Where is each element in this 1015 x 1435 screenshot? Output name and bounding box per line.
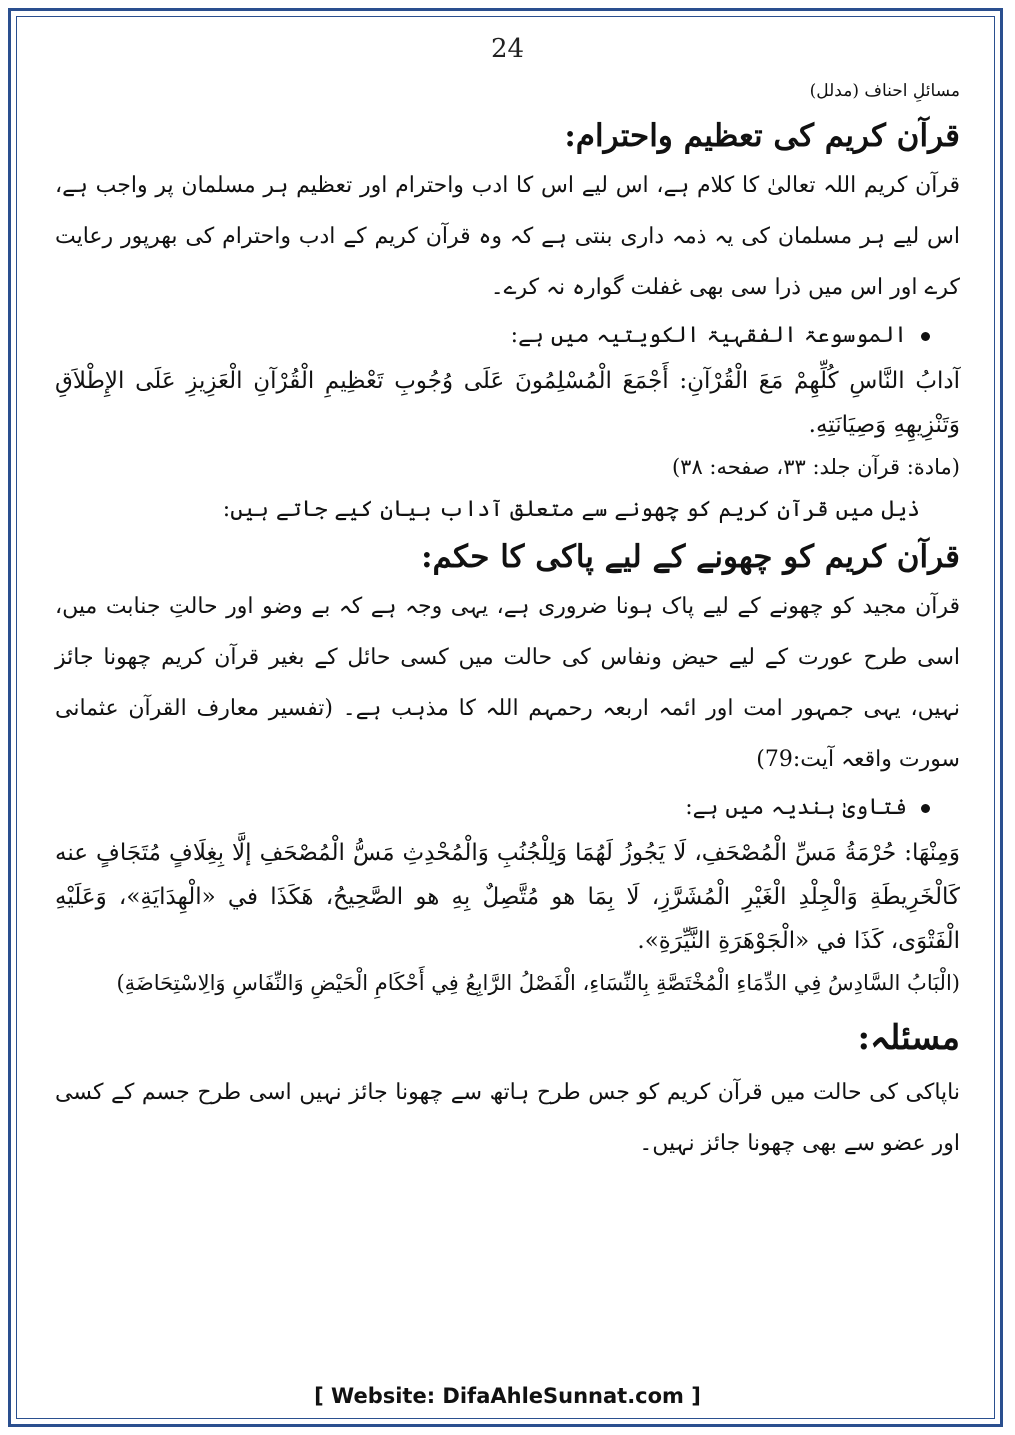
masala-paragraph: ناپاکی کی حالت میں قرآن کریم کو جس طرح ہاتھ سے چھونا جائز نہیں اسی طرح جسم کے کسی اور عضو سے بھی چھونا جائز نہیں۔ (55, 1080, 960, 1156)
intro-line: ذیل میں قرآن کریم کو چھونے سے متعلق آداب بیان کیے جاتے ہیں: (222, 497, 920, 522)
book-title-label: مسائلِ احناف (مدلل) (809, 81, 960, 101)
bullet-text: فتاویٰ ہندیہ میں ہے: (685, 795, 907, 820)
masala-heading: مسئلہ: (857, 1018, 960, 1058)
bullet-hindiya (55, 785, 930, 831)
section-heading-respect: قرآن کریم کی تعظیم واحترام: (564, 118, 960, 154)
bullet-dot-icon (921, 332, 930, 341)
bullet-mawsuah (55, 313, 930, 359)
arabic-quote-mawsuah: آدابُ النَّاسِ كُلِّهِمْ مَعَ الْقُرْآنِ: أَجْمَعَ الْمُسْلِمُونَ عَلَى وُجُوبِ تَعْظِيمِ الْقُرْآنِ الْعَزِيزِ عَلَى الإِطْلاَقِ وَتَنْزِيهِهِ وَصِيَانَتِهِ. (55, 368, 960, 438)
paragraph-purity: قرآن مجید کو چھونے کے لیے پاک ہونا ضروری ہے، یہی وجہ ہے کہ بے وضو اور حالتِ جنابت میں، اسی طرح عورت کے لیے حیض ونفاس کی حالت میں کسی حائل کے بغیر قرآن کریم چھونا جائز نہیں، یہی جمہور امت اور ائمہ اربعہ رحمہم اللہ کا مذہب ہے۔ (تفسیر معارف القرآن عثمانی سورت واقعہ آیت:79) (55, 594, 960, 772)
footer-website: [ Website: DifaAhleSunnat.com ] (314, 1384, 701, 1408)
reference-hindiya: (الْبَابُ السَّادِسُ فِي الدِّمَاءِ الْمُخْتَصَّةِ بِالنِّسَاءِ، الْفَصْلُ الرَّابِعُ فِي أَحْكَامِ الْحَيْضِ وَالنِّفَاسِ وَالِاسْتِحَاضَةِ) (116, 971, 960, 995)
page-number: 24 (490, 34, 525, 64)
bullet-text: الموسوعۃ الفقہیۃ الکویتیہ میں ہے: (510, 323, 907, 348)
page-content (55, 78, 960, 1169)
reference-mawsuah: (مادة: قرآن جلد: ۳۳، صفحه: ۳۸) (671, 455, 960, 479)
section-heading-purity: قرآن کریم کو چھونے کے لیے پاکی کا حکم: (421, 539, 960, 575)
arabic-quote-hindiya: وَمِنْهَا: حُرْمَةُ مَسِّ الْمُصْحَفِ، لَا يَجُوزُ لَهُمَا وَلِلْجُنُبِ وَالْمُحْدِثِ مَسُّ الْمُصْحَفِ إلَّا بِغِلَافٍ مُتَجَافٍ عنه كَالْخَرِيطَةِ وَالْجِلْدِ الْغَيْرِ الْمُشَرَّزِ، لَا بِمَا هو مُتَّصِلٌ بِهِ هو الصَّحِيحُ، هَكَذَا في «الْهِدَايَةِ»، وَعَلَيْهِ الْفَتْوَى، كَذَا في «الْجَوْهَرَةِ النَّيِّرَةِ». (55, 840, 960, 954)
bullet-dot-icon (921, 804, 930, 813)
paragraph-respect: قرآن کریم اللہ تعالیٰ کا کلام ہے، اس لیے اس کا ادب واحترام اور تعظیم ہر مسلمان پر واجب ہے، اس لیے ہر مسلمان کی یہ ذمہ داری بنتی ہے کہ وہ قرآن کریم کے ادب واحترام کی بھرپور رعایت کرے اور اس میں ذرا سی بھی غفلت گوارہ نہ کرے۔ (55, 173, 960, 300)
